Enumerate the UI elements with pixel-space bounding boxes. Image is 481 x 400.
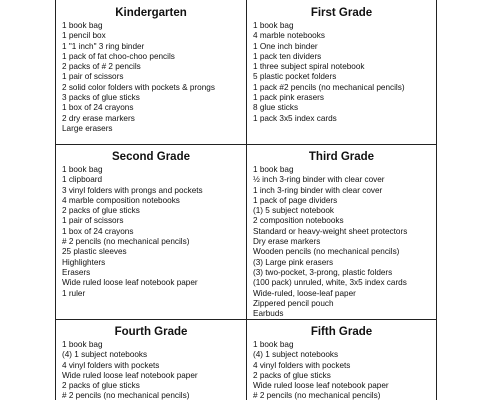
list-item: Wooden pencils (no mechanical pencils) <box>253 247 400 257</box>
list-item: Erasers <box>62 267 91 277</box>
list-item: (4) 1 subject notebooks <box>62 350 148 360</box>
list-item: # 2 pencils (no mechanical pencils) <box>253 391 381 400</box>
list-item: Standard or heavy-weight sheet protectors <box>253 226 408 236</box>
supply-list <box>247 165 436 319</box>
list-item: 1 pack 3x5 index cards <box>253 113 337 123</box>
list-item: 1 three subject spiral notebook <box>253 62 365 72</box>
list-item: Highlighters <box>62 257 106 267</box>
list-item: # 2 pencils (no mechanical pencils) <box>62 391 190 400</box>
list-item: 1 pack pink erasers <box>253 93 324 103</box>
list-item: 1 pair of scissors <box>62 216 124 226</box>
list-item: Large erasers <box>62 123 113 133</box>
list-item: 1 pack ten dividers <box>253 51 322 61</box>
list-item: 1 inch 3-ring binder with clear cover <box>253 185 383 195</box>
list-item: 1 book bag <box>62 340 103 349</box>
list-item: 2 packs of glue sticks <box>62 381 140 391</box>
supply-list <box>247 340 436 400</box>
list-item: 4 marble composition notebooks <box>62 195 180 205</box>
grade-title: First Grade <box>310 7 373 19</box>
list-item: 8 glue sticks <box>253 103 299 113</box>
list-item: 1 book bag <box>62 21 103 30</box>
list-item: 1 pencil box <box>62 31 106 41</box>
list-item: 4 marble notebooks <box>253 31 325 41</box>
list-item: 1 book bag <box>62 165 103 174</box>
list-item: Wide ruled loose leaf notebook paper <box>253 381 389 391</box>
list-item: 3 vinyl folders with prongs and pockets <box>62 185 203 195</box>
list-item: 1 pack of page dividers <box>253 195 338 205</box>
list-item: 2 packs of glue sticks <box>253 370 331 380</box>
list-item: 1 One inch binder <box>253 41 318 51</box>
list-item: 1 "1 inch" 3 ring binder <box>62 41 145 51</box>
list-item: 1 book bag <box>253 340 294 349</box>
list-item: Wide-ruled, loose-leaf paper <box>253 288 356 298</box>
list-item: 1 box of 24 crayons <box>62 226 134 236</box>
list-item: 2 dry erase markers <box>62 113 135 123</box>
list-item: 1 book bag <box>253 165 294 174</box>
fifth-grade-cell <box>247 320 437 400</box>
grade-title: Third Grade <box>308 151 375 163</box>
list-item: 2 solid color folders with pockets & prongs <box>62 82 215 92</box>
list-item: Zippered pencil pouch <box>253 298 334 308</box>
list-item: 25 plastic sleeves <box>62 247 127 257</box>
list-item: 1 ruler <box>62 288 86 298</box>
list-item: 1 pack #2 pencils (no mechanical pencils) <box>253 82 405 92</box>
list-item: (1) 5 subject notebook <box>253 206 335 216</box>
list-item: 2 packs of glue sticks <box>62 206 140 216</box>
list-item: 4 vinyl folders with pockets <box>62 360 160 370</box>
first-grade-cell <box>247 0 437 145</box>
list-item: (100 pack) unruled, white, 3x5 index cards <box>253 278 407 288</box>
supply-list <box>56 21 246 134</box>
list-item: # 2 pencils (no mechanical pencils) <box>62 237 190 247</box>
list-item: Wide ruled loose leaf notebook paper <box>62 278 198 288</box>
kindergarten-cell <box>55 0 247 145</box>
list-item: 3 packs of glue sticks <box>62 93 140 103</box>
list-item: 1 pair of scissors <box>62 72 124 82</box>
third-grade-cell <box>247 145 437 320</box>
list-item: 2 composition notebooks <box>253 216 344 226</box>
supply-list <box>247 21 436 124</box>
second-grade-cell <box>55 145 247 320</box>
list-item: Dry erase markers <box>253 237 321 247</box>
grade-title: Fourth Grade <box>114 326 188 338</box>
list-item: ½ inch 3-ring binder with clear cover <box>253 175 385 185</box>
grade-title: Second Grade <box>112 151 190 163</box>
list-item: (4) 1 subject notebooks <box>253 350 339 360</box>
supply-list <box>56 165 246 299</box>
fourth-grade-cell <box>55 320 247 400</box>
list-item: Earbuds <box>253 309 284 319</box>
list-item: 1 pack of fat choo-choo pencils <box>62 51 175 61</box>
list-item: 2 packs of # 2 pencils <box>62 62 141 72</box>
supply-list-table <box>55 0 475 400</box>
list-item: 1 book bag <box>253 21 294 30</box>
list-item: Wide ruled loose leaf notebook paper <box>62 370 198 380</box>
grade-title: Kindergarten <box>115 7 187 19</box>
list-item: 1 clipboard <box>62 175 103 185</box>
grade-title: Fifth Grade <box>310 326 373 338</box>
list-item: 4 vinyl folders with pockets <box>253 360 351 370</box>
list-item: 1 box of 24 crayons <box>62 103 134 113</box>
list-item: (3) Large pink erasers <box>253 257 334 267</box>
list-item: 5 plastic pocket folders <box>253 72 337 82</box>
list-item: (3) two-pocket, 3-prong, plastic folders <box>253 267 393 277</box>
supply-list <box>56 340 246 400</box>
